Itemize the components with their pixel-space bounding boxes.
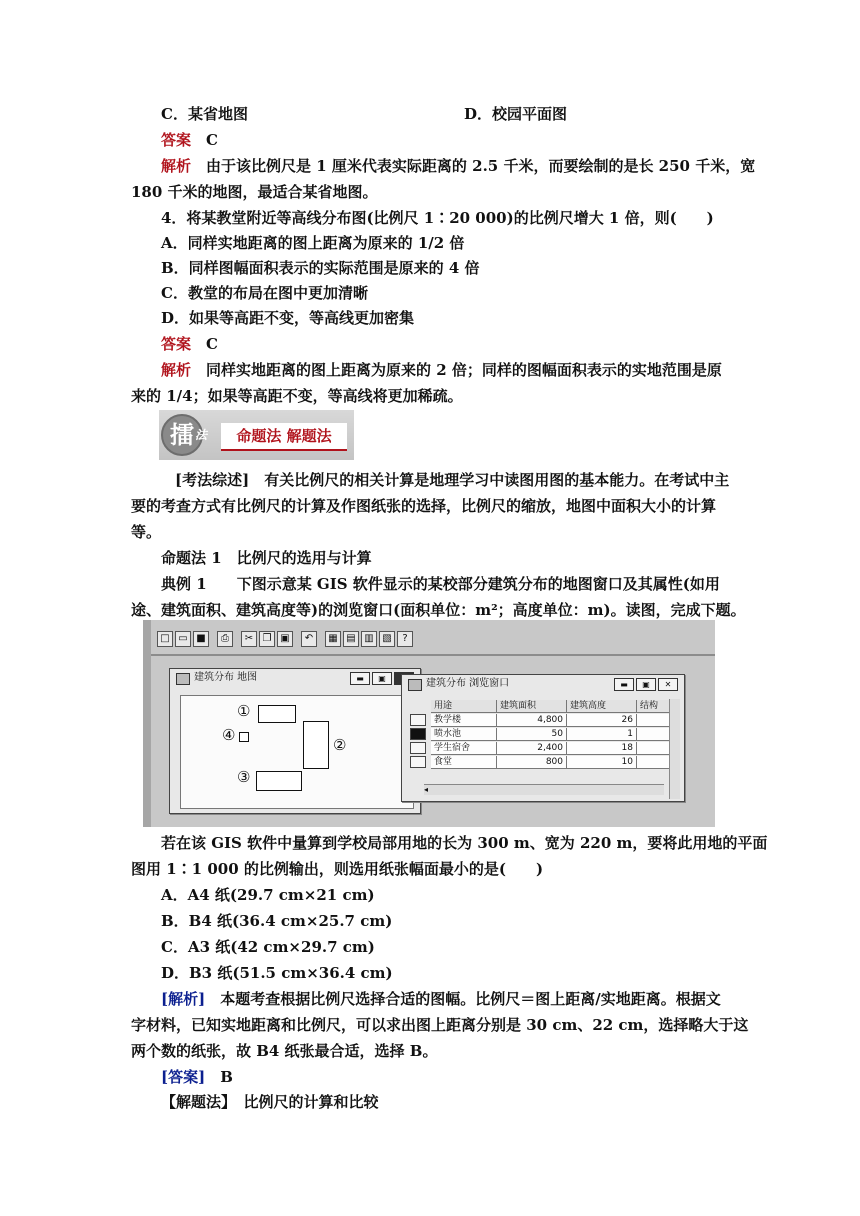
col-header-structure[interactable]: 结构 bbox=[637, 700, 671, 713]
option-d: D．校园平面图 bbox=[464, 105, 568, 123]
answer-line bbox=[161, 130, 761, 150]
banner-tag: 法 bbox=[195, 428, 208, 442]
question-stem: 4．将某教堂附近等高线分布图(比例尺 1∶20 000)的比例尺增大 1 倍，则( ) bbox=[161, 209, 714, 227]
answer-label: [答案] bbox=[161, 1068, 206, 1086]
frame-edge bbox=[143, 620, 151, 827]
cell-structure bbox=[637, 742, 671, 755]
window-icon[interactable]: ▧ bbox=[379, 631, 395, 647]
answer-value: C bbox=[206, 131, 218, 149]
layer-icon[interactable]: ▤ bbox=[343, 631, 359, 647]
row-selector[interactable] bbox=[410, 728, 426, 740]
option-a: A．同样实地距离的图上距离为原来的 1/2 倍 bbox=[161, 234, 465, 252]
answer-line bbox=[161, 334, 761, 354]
copy-icon[interactable]: ❐ bbox=[259, 631, 275, 647]
example-text: 下图示意某 GIS 软件显示的某校部分建筑分布的地图窗口及其属性(如用 bbox=[236, 575, 720, 593]
cell-structure bbox=[637, 714, 671, 727]
method-title: 命题法 1 比例尺的选用与计算 bbox=[161, 549, 372, 567]
building-4[interactable] bbox=[239, 732, 249, 742]
option-a: A．A4 纸(29.7 cm×21 cm) bbox=[161, 886, 375, 904]
analysis-text: 由于该比例尺是 1 厘米代表实际距离的 2.5 千米，而要绘制的是长 250 千米，宽 bbox=[206, 157, 756, 175]
toolbar-divider bbox=[151, 654, 715, 656]
solution-title: 比例尺的计算和比较 bbox=[243, 1093, 379, 1111]
col-header-use[interactable]: 用途 bbox=[431, 700, 497, 713]
gis-screenshot bbox=[143, 620, 715, 827]
cell-height: 10 bbox=[567, 756, 637, 769]
open-folder-icon[interactable]: ▭ bbox=[175, 631, 191, 647]
analysis-text: 同样实地距离的图上距离为原来的 2 倍；同样的图幅面积表示的实地范围是原 bbox=[206, 361, 722, 379]
close-button[interactable]: ✕ bbox=[658, 678, 678, 691]
example-text-cont: 途、建筑面积、建筑高度等)的浏览窗口(面积单位：m²；高度单位：m)。读图，完成下题。 bbox=[131, 601, 746, 619]
answer-label: 答案 bbox=[161, 335, 192, 353]
cell-use: 学生宿舍 bbox=[431, 742, 497, 755]
maximize-button[interactable]: ▣ bbox=[636, 678, 656, 691]
vertical-scrollbar[interactable] bbox=[669, 699, 680, 799]
option-b: B．B4 纸(36.4 cm×25.7 cm) bbox=[161, 912, 393, 930]
table-icon[interactable]: ▦ bbox=[325, 631, 341, 647]
question-stem-cont: 图用 1∶1 000 的比例输出，则选用纸张幅面最小的是( ) bbox=[131, 860, 544, 878]
analysis-text-cont: 180 千米的地图，最适合某省地图。 bbox=[131, 183, 378, 201]
cell-area: 50 bbox=[497, 728, 567, 741]
analysis-text-cont: 来的 1/4；如果等高距不变，等高线将更加稀疏。 bbox=[131, 387, 463, 405]
minimize-button[interactable]: ▬ bbox=[350, 672, 370, 685]
option-c: C．A3 纸(42 cm×29.7 cm) bbox=[161, 938, 375, 956]
analysis-label: 解析 bbox=[161, 361, 192, 379]
solution-heading bbox=[161, 1092, 761, 1112]
answer-value: C bbox=[206, 335, 218, 353]
cell-height: 18 bbox=[567, 742, 637, 755]
table-row[interactable] bbox=[410, 755, 676, 769]
cut-icon[interactable]: ✂ bbox=[241, 631, 257, 647]
answer-value: B bbox=[220, 1068, 233, 1086]
attribute-table bbox=[410, 699, 676, 769]
option-d: D．如果等高距不变，等高线更加密集 bbox=[161, 309, 415, 327]
example-label: 典例 1 bbox=[161, 575, 207, 593]
overview-text-cont: 要的考查方式有比例尺的计算及作图纸张的选择，比例尺的缩放，地图中面积大小的计算 bbox=[131, 497, 717, 515]
example-line bbox=[161, 574, 761, 594]
horizontal-scrollbar[interactable]: ◂ bbox=[424, 784, 664, 795]
row-selector[interactable] bbox=[410, 756, 426, 768]
analysis-label: [解析] bbox=[161, 990, 206, 1008]
analysis-line bbox=[161, 989, 761, 1009]
option-c: C．某省地图 bbox=[161, 105, 248, 123]
map-label-2: ② bbox=[333, 736, 347, 754]
cell-area: 4,800 bbox=[497, 714, 567, 727]
map-label-3: ③ bbox=[237, 768, 251, 786]
undo-icon[interactable]: ↶ bbox=[301, 631, 317, 647]
map-label-4: ④ bbox=[222, 726, 236, 744]
cell-height: 1 bbox=[567, 728, 637, 741]
browse-window[interactable] bbox=[401, 674, 685, 802]
table-row[interactable] bbox=[410, 713, 676, 727]
minimize-button[interactable]: ▬ bbox=[614, 678, 634, 691]
cell-area: 2,400 bbox=[497, 742, 567, 755]
answer-label: 答案 bbox=[161, 131, 192, 149]
cell-use: 喷水池 bbox=[431, 728, 497, 741]
col-header-height[interactable]: 建筑高度 bbox=[567, 700, 637, 713]
row-selector[interactable] bbox=[410, 742, 426, 754]
overview-text: 有关比例尺的相关计算是地理学习中读图用图的基本能力。在考试中主 bbox=[264, 471, 730, 489]
answer-line bbox=[161, 1067, 761, 1087]
table-header bbox=[410, 699, 676, 713]
building-2[interactable] bbox=[303, 721, 329, 769]
cell-height: 26 bbox=[567, 714, 637, 727]
analysis-text-end: 两个数的纸张，故 B4 纸张最合适，选择 B。 bbox=[131, 1042, 438, 1060]
row-selector[interactable] bbox=[410, 714, 426, 726]
map-icon[interactable]: ▥ bbox=[361, 631, 377, 647]
table-row[interactable] bbox=[410, 741, 676, 755]
building-1[interactable] bbox=[258, 705, 296, 723]
question-stem: 若在该 GIS 软件中量算到学校局部用地的长为 300 m、宽为 220 m，要将此用地的平面 bbox=[161, 834, 768, 852]
section-banner bbox=[159, 410, 354, 460]
cell-structure bbox=[637, 728, 671, 741]
cell-use: 食堂 bbox=[431, 756, 497, 769]
seal-icon: 擂 bbox=[161, 414, 203, 456]
gis-toolbar bbox=[157, 628, 433, 650]
help-icon[interactable]: ? bbox=[397, 631, 413, 647]
maximize-button[interactable]: ▣ bbox=[372, 672, 392, 685]
solution-label: 【解题法】 bbox=[161, 1093, 229, 1111]
save-icon[interactable]: ■ bbox=[193, 631, 209, 647]
browse-window-controls bbox=[614, 678, 678, 691]
overview-label: [考法综述] bbox=[175, 471, 250, 489]
analysis-text: 本题考查根据比例尺选择合适的图幅。比例尺＝图上距离/实地距离。根据文 bbox=[220, 990, 721, 1008]
option-c: C．教堂的布局在图中更加清晰 bbox=[161, 284, 368, 302]
option-d: D．B3 纸(51.5 cm×36.4 cm) bbox=[161, 964, 393, 982]
cell-area: 800 bbox=[497, 756, 567, 769]
paste-icon[interactable]: ▣ bbox=[277, 631, 293, 647]
analysis-text-cont: 字材料，已知实地距离和比例尺，可以求出图上距离分别是 30 cm、22 cm，选择略大于这 bbox=[131, 1016, 749, 1034]
map-canvas[interactable] bbox=[180, 695, 414, 809]
option-b: B．同样图幅面积表示的实际范围是原来的 4 倍 bbox=[161, 259, 480, 277]
cell-structure bbox=[637, 756, 671, 769]
analysis-label: 解析 bbox=[161, 157, 192, 175]
cell-use: 教学楼 bbox=[431, 714, 497, 727]
map-window[interactable] bbox=[169, 668, 421, 814]
analysis-line bbox=[161, 360, 761, 380]
browse-window-title: 建筑分布 浏览窗口 bbox=[426, 678, 510, 689]
col-header-area[interactable]: 建筑面积 bbox=[497, 700, 567, 713]
map-label-1: ① bbox=[237, 702, 251, 720]
analysis-line bbox=[161, 156, 761, 176]
map-window-title: 建筑分布 地图 bbox=[194, 672, 258, 683]
banner-title: 命题法 解题法 bbox=[221, 423, 347, 451]
overview-line bbox=[175, 470, 775, 490]
building-3[interactable] bbox=[256, 771, 302, 791]
new-file-icon[interactable]: □ bbox=[157, 631, 173, 647]
print-icon[interactable]: ⎙ bbox=[217, 631, 233, 647]
table-row[interactable] bbox=[410, 727, 676, 741]
overview-text-end: 等。 bbox=[131, 523, 162, 541]
